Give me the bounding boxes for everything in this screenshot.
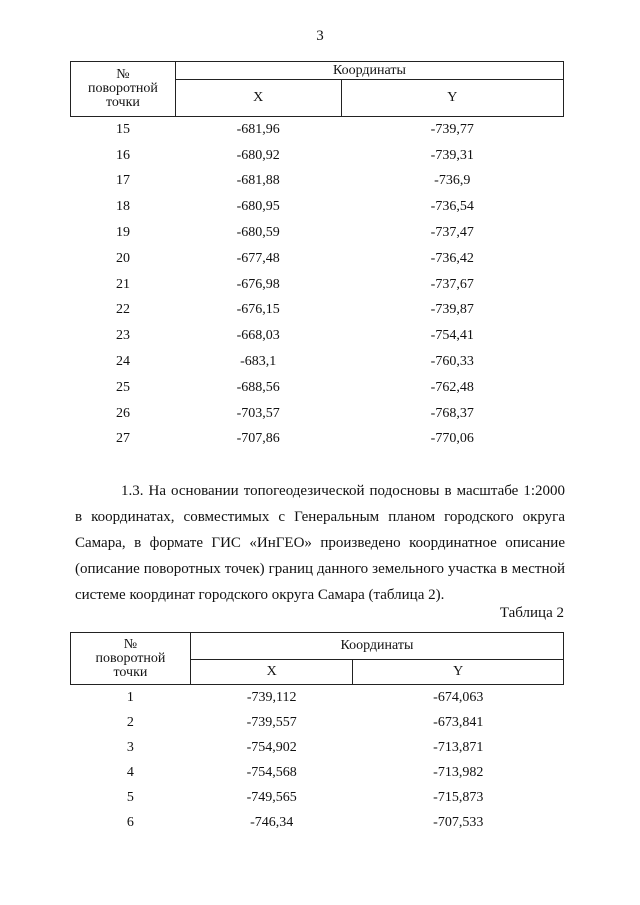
y-coordinate-cell: -674,063 <box>433 689 484 705</box>
x-coordinate-cell: -680,59 <box>236 225 280 241</box>
table-row <box>71 220 564 246</box>
point-number-cell: 2 <box>126 714 134 730</box>
y-coordinate-cell: -715,873 <box>433 789 484 805</box>
table-row <box>71 810 564 835</box>
point-number-cell: 3 <box>126 739 134 755</box>
point-number-cell: 18 <box>115 199 130 215</box>
point-number-cell: 4 <box>126 764 134 780</box>
y-coordinate-cell: -739,31 <box>430 147 474 163</box>
header-point-number: № поворотной точки <box>71 633 191 685</box>
point-number-cell: 5 <box>126 789 134 805</box>
x-coordinate-cell: -688,56 <box>236 379 280 395</box>
x-coordinate-cell: -683,1 <box>240 354 277 370</box>
y-coordinate-cell: -739,77 <box>430 121 474 137</box>
table-row <box>71 785 564 810</box>
point-number-cell: 21 <box>115 276 130 292</box>
x-coordinate-cell: -680,92 <box>236 147 280 163</box>
y-coordinate-cell: -736,9 <box>434 173 471 189</box>
y-coordinate-cell: -713,871 <box>433 739 484 755</box>
table-row <box>71 735 564 760</box>
table-row <box>71 375 564 401</box>
table-row <box>71 143 564 169</box>
y-coordinate-cell: -739,87 <box>430 302 474 318</box>
header-point-number: № поворотной точки <box>71 62 176 117</box>
x-coordinate-cell: -754,568 <box>246 764 297 780</box>
x-coordinate-cell: -680,95 <box>236 199 280 215</box>
y-coordinate-cell: -713,982 <box>433 764 484 780</box>
header-y: Y <box>341 80 563 117</box>
point-number-cell: 24 <box>115 354 130 370</box>
table-row <box>71 323 564 349</box>
y-coordinate-cell: -737,47 <box>430 225 474 241</box>
y-coordinate-cell: -768,37 <box>430 405 474 421</box>
point-number-cell: 1 <box>126 689 134 705</box>
point-number-cell: 26 <box>115 405 130 421</box>
point-number-cell: 16 <box>115 147 130 163</box>
table-row <box>71 117 564 143</box>
table-row <box>71 272 564 298</box>
point-number-cell: 27 <box>115 431 130 447</box>
x-coordinate-cell: -739,112 <box>246 689 297 705</box>
header-x: X <box>175 80 341 117</box>
table-row <box>71 710 564 735</box>
table-row <box>71 169 564 195</box>
point-number-cell: 25 <box>115 379 130 395</box>
y-coordinate-cell: -760,33 <box>430 354 474 370</box>
table-row <box>71 760 564 785</box>
x-coordinate-cell: -681,96 <box>236 121 280 137</box>
table-row <box>71 349 564 375</box>
x-coordinate-cell: -703,57 <box>236 405 280 421</box>
point-number-cell: 17 <box>115 173 130 189</box>
table-2-caption: Таблица 2 <box>499 605 564 621</box>
point-number-cell: 23 <box>115 328 130 344</box>
x-coordinate-cell: -681,88 <box>236 173 280 189</box>
header-y: Y <box>353 660 564 685</box>
table-row <box>71 194 564 220</box>
y-coordinate-cell: -754,41 <box>430 328 474 344</box>
x-coordinate-cell: -749,565 <box>246 789 297 805</box>
x-coordinate-cell: -707,86 <box>236 431 280 447</box>
table-2-body <box>71 685 564 836</box>
x-coordinate-cell: -668,03 <box>236 328 280 344</box>
point-number-cell: 15 <box>115 121 130 137</box>
x-coordinate-cell: -746,34 <box>250 814 294 830</box>
point-number-cell: 22 <box>115 302 130 318</box>
point-number-cell: 20 <box>115 250 130 266</box>
table-row <box>71 298 564 324</box>
x-coordinate-cell: -676,15 <box>236 302 280 318</box>
x-coordinate-cell: -754,902 <box>246 739 297 755</box>
y-coordinate-cell: -736,54 <box>430 199 474 215</box>
table-row <box>71 401 564 427</box>
y-coordinate-cell: -770,06 <box>430 431 474 447</box>
y-coordinate-cell: -736,42 <box>430 250 474 266</box>
point-number-cell: 19 <box>115 225 130 241</box>
x-coordinate-cell: -676,98 <box>236 276 280 292</box>
paragraph-1-3: 1.3. На основании топогеодезической подосновы в масштабе 1:2000 в координатах, совместимых с Генеральным планом городского округа Самара, в формате ГИС «ИнГЕО» произведено координатное описание (описание поворотных точек) границ данного земельного участка в местной системе координат городского округа Самара (таблица 2). <box>75 483 565 603</box>
page-number: 3 <box>316 28 324 44</box>
x-coordinate-cell: -677,48 <box>236 250 280 266</box>
header-x: X <box>190 660 353 685</box>
y-coordinate-cell: -673,841 <box>433 714 484 730</box>
table-row <box>71 685 564 711</box>
coordinates-table-1 <box>70 61 564 452</box>
y-coordinate-cell: -737,67 <box>430 276 474 292</box>
table-row <box>71 246 564 272</box>
y-coordinate-cell: -707,533 <box>433 814 484 830</box>
x-coordinate-cell: -739,557 <box>246 714 297 730</box>
coordinates-table-2 <box>70 632 564 835</box>
point-number-cell: 6 <box>126 814 134 830</box>
header-coordinates: Координаты <box>175 62 563 80</box>
table-1-body <box>71 117 564 453</box>
table-row <box>71 427 564 453</box>
header-coordinates: Координаты <box>190 633 563 660</box>
y-coordinate-cell: -762,48 <box>430 379 474 395</box>
